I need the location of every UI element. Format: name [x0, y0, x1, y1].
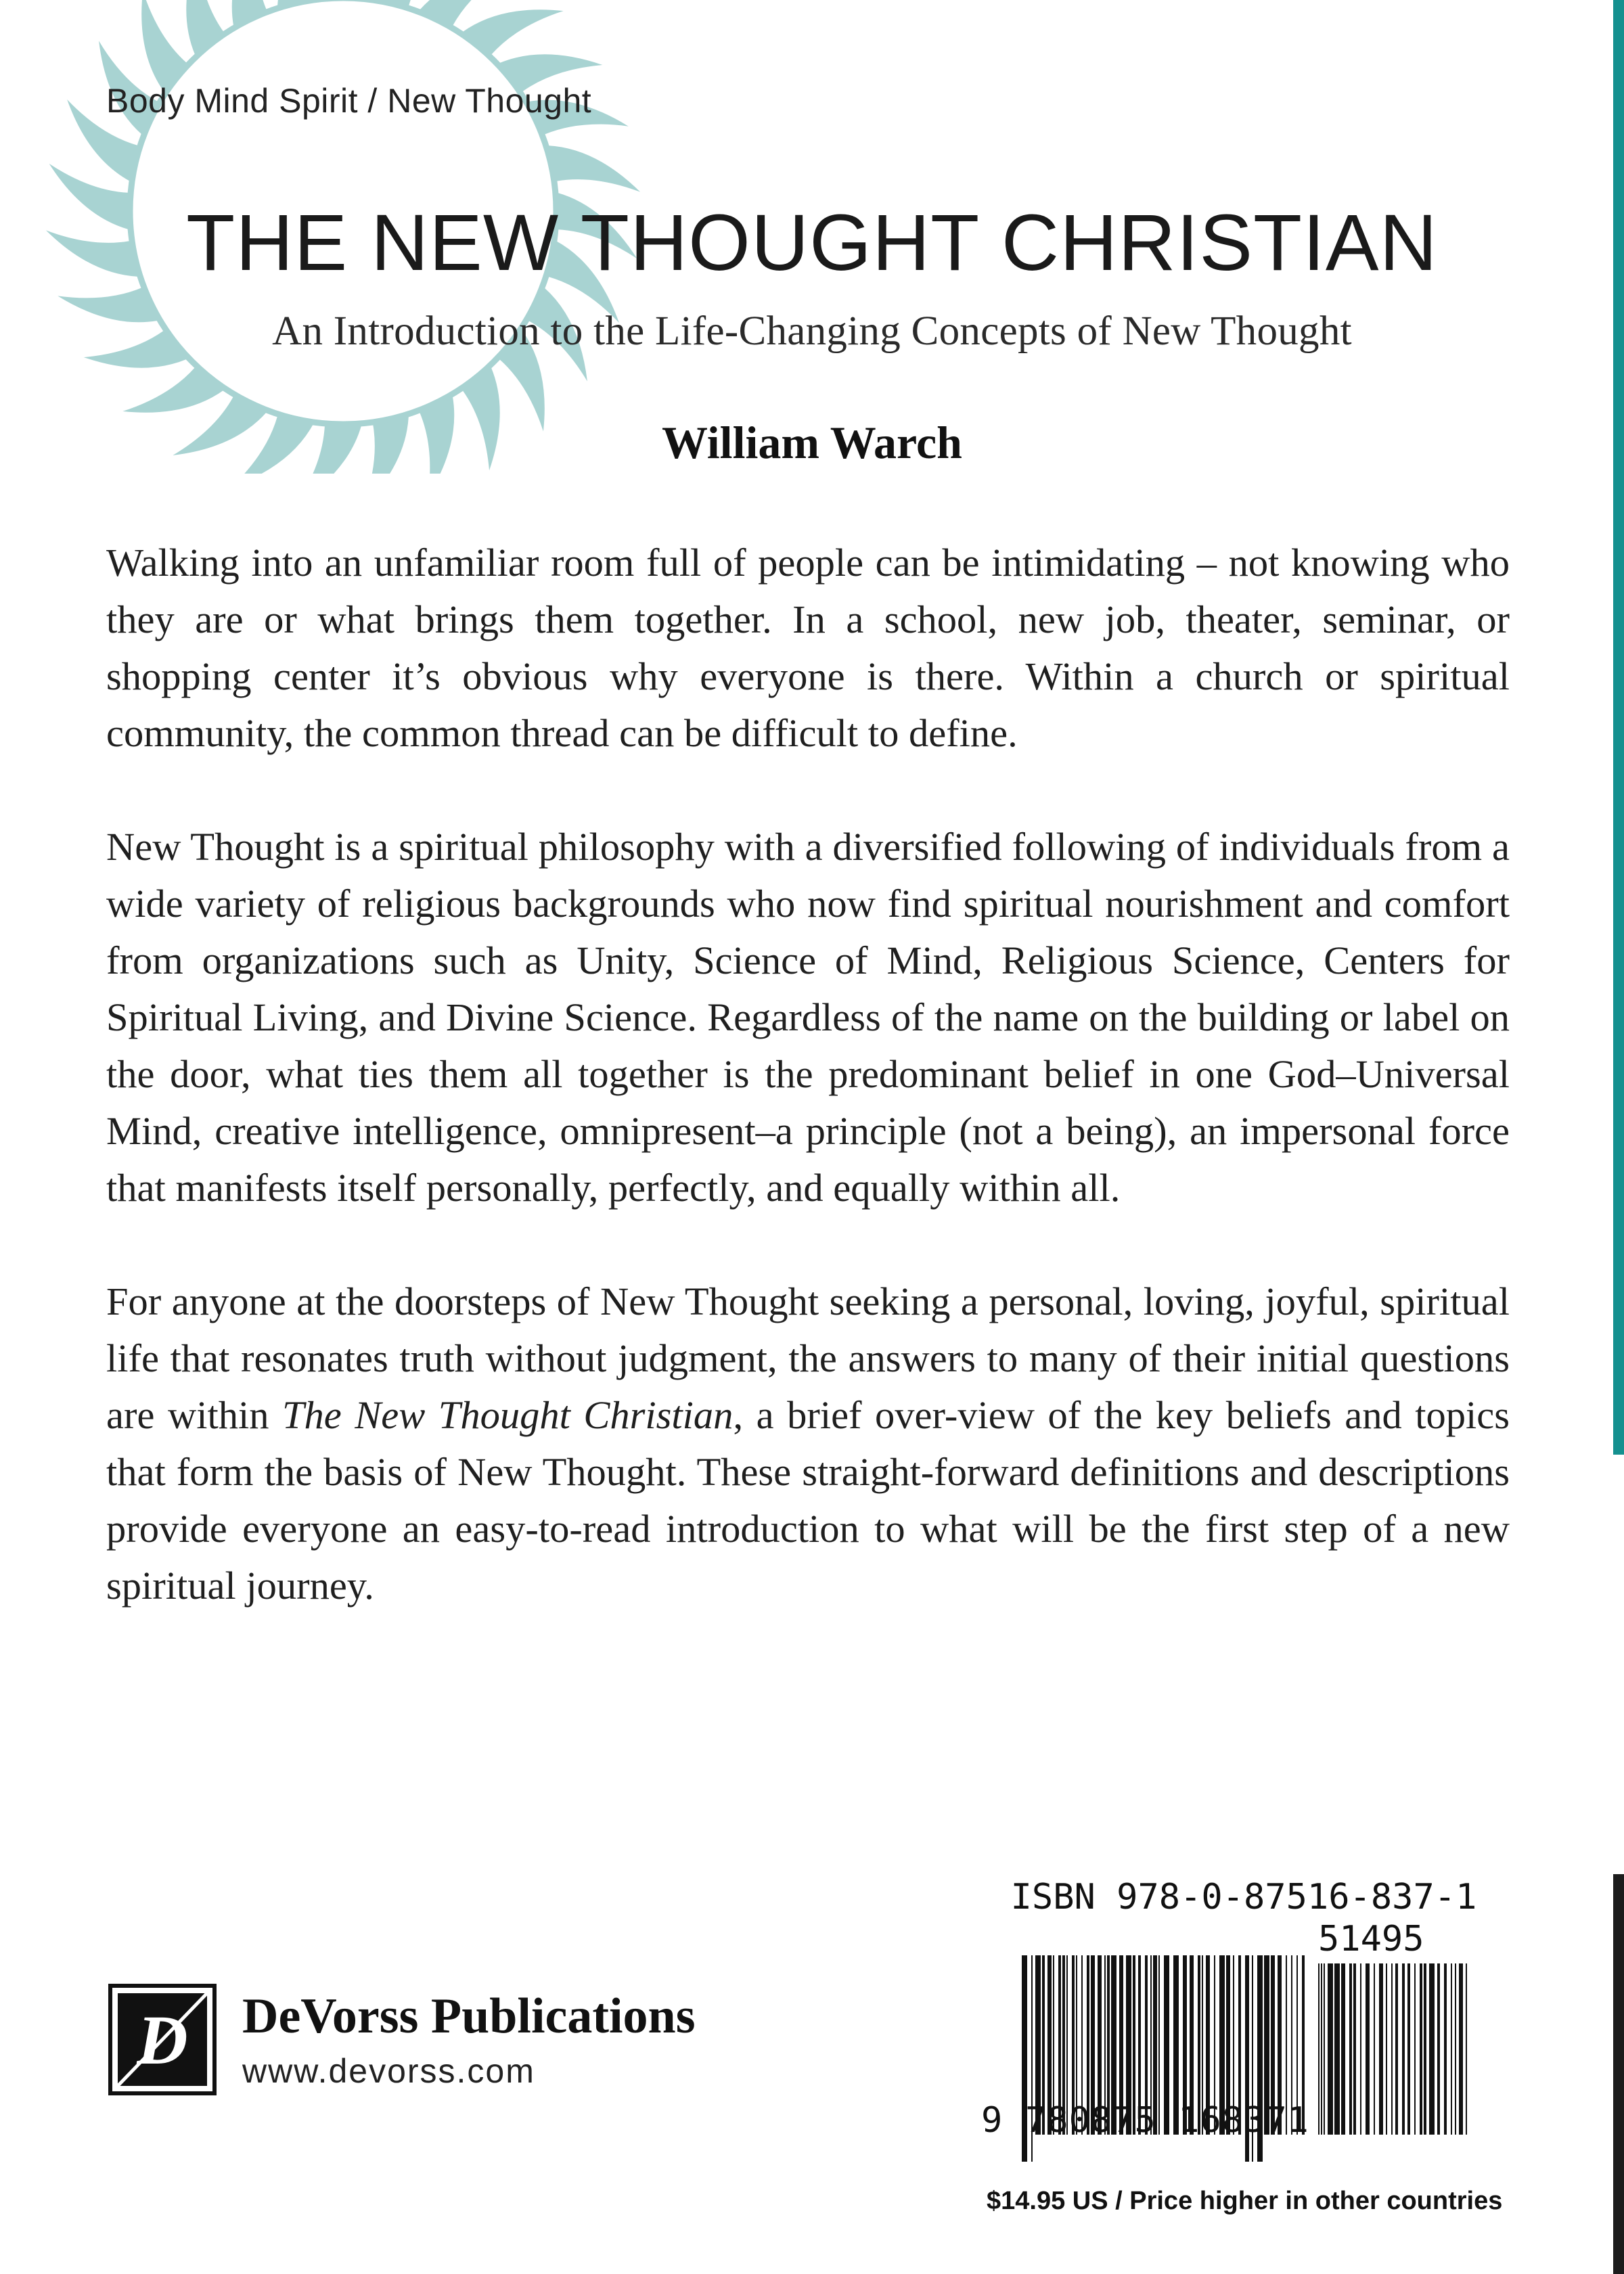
book-title-italic: The New Thought Christian — [281, 1393, 734, 1437]
ean-digits: 780875 168371 — [1025, 2100, 1309, 2141]
barcode-bar — [1420, 1963, 1422, 2135]
barcode-bar — [1444, 1963, 1447, 2135]
barcode-bar — [1466, 1963, 1467, 2135]
book-title: THE NEW THOUGHT CHRISTIAN — [186, 198, 1438, 288]
barcode-bar — [1402, 1963, 1405, 2135]
barcode-bar — [1379, 1963, 1383, 2135]
description-paragraph-1: Walking into an unfamiliar room full of people can be intimidating – not knowing who they are or what brings them together. In a school, new job, theater, seminar, or shopping center it’s obvious why everyone is there. Within a church or spiritual community, the common thread can be difficult to define. — [106, 541, 1510, 755]
barcode-bar — [1395, 1963, 1398, 2135]
isbn-number: ISBN 978-0-87516-837-1 — [1010, 1877, 1477, 1917]
barcode-bar — [1353, 1963, 1356, 2135]
barcode-bar — [1386, 1963, 1387, 2135]
barcode-bar — [1328, 1963, 1333, 2135]
ean-lead-digit: 9 — [981, 2100, 1003, 2141]
barcode-bar — [1451, 1963, 1452, 2135]
barcode-bar — [1334, 1963, 1340, 2135]
publisher-logo-icon — [108, 1984, 217, 2095]
barcode-bar — [1455, 1963, 1456, 2135]
barcode-bar — [1429, 1963, 1435, 2135]
sun-ray — [548, 145, 640, 192]
barcode-bar — [1459, 1963, 1463, 2135]
dark-edge-band — [1613, 1874, 1624, 2274]
publisher-name: DeVorss Publications — [242, 1988, 696, 2044]
barcode-bar — [1414, 1963, 1416, 2135]
publisher-url: www.devorss.com — [242, 2052, 535, 2090]
paragraph-3-lead: For anyone at the doorsteps of New Thought seeking a personal, loving, joyful, spiritual life that resonates truth without judgment, the answers to many of their initial questions are within — [106, 1279, 1510, 1437]
publisher-logo-letter: D — [137, 2001, 188, 2079]
barcode-bar — [1391, 1963, 1393, 2135]
barcode-bar — [1341, 1963, 1345, 2135]
price-code: 51495 — [1318, 1919, 1424, 1959]
barcode-bar — [1349, 1963, 1352, 2135]
description-paragraph-3 — [106, 1273, 1510, 1614]
barcode-bar — [1437, 1963, 1440, 2135]
barcode-bar — [1324, 1963, 1325, 2135]
isbn-barcode — [987, 1877, 1501, 2123]
barcode-bar — [1374, 1963, 1375, 2135]
category-label: Body Mind Spirit / New Thought — [106, 82, 592, 120]
barcode-bar — [1318, 1963, 1320, 2135]
barcode-bar — [1424, 1963, 1426, 2135]
author-name: William Warch — [662, 417, 962, 468]
barcode-bar — [1321, 1963, 1322, 2135]
price-label: $14.95 US / Price higher in other countries — [987, 2187, 1503, 2215]
barcode-bar — [1360, 1963, 1361, 2135]
publisher-block — [108, 1984, 853, 2106]
price-addon-bars — [1318, 1963, 1472, 2162]
barcode-bar — [1407, 1963, 1410, 2135]
description-paragraph-2: New Thought is a spiritual philosophy with a diversified following of individuals from a wide variety of religious backgrounds who now find spiritual nourishment and comfort from organizations such as Unity, Science of Mind, Religious Science, Centers for Spiritual Living, and Divine Science. Regardless of the name on the building or label on the door, what ties them all together is the predominant belief in one God–Universal Mind, creative intelligence, omnipresent–a principle (not a being), an impersonal force that manifests itself personally, perfectly, and equally within all. — [106, 825, 1510, 1210]
barcode-bar — [1366, 1963, 1370, 2135]
book-subtitle: An Introduction to the Life-Changing Concepts of New Thought — [272, 309, 1352, 354]
back-cover-description — [106, 535, 1510, 1614]
paragraph-3-tail: , a brief over-view of the key beliefs and topics that form the basis of New Thought. These straight-forward definitions and descriptions provide everyone an easy-to-read introduction to what will be the first step of a new spiritual journey. — [106, 1393, 1510, 1608]
